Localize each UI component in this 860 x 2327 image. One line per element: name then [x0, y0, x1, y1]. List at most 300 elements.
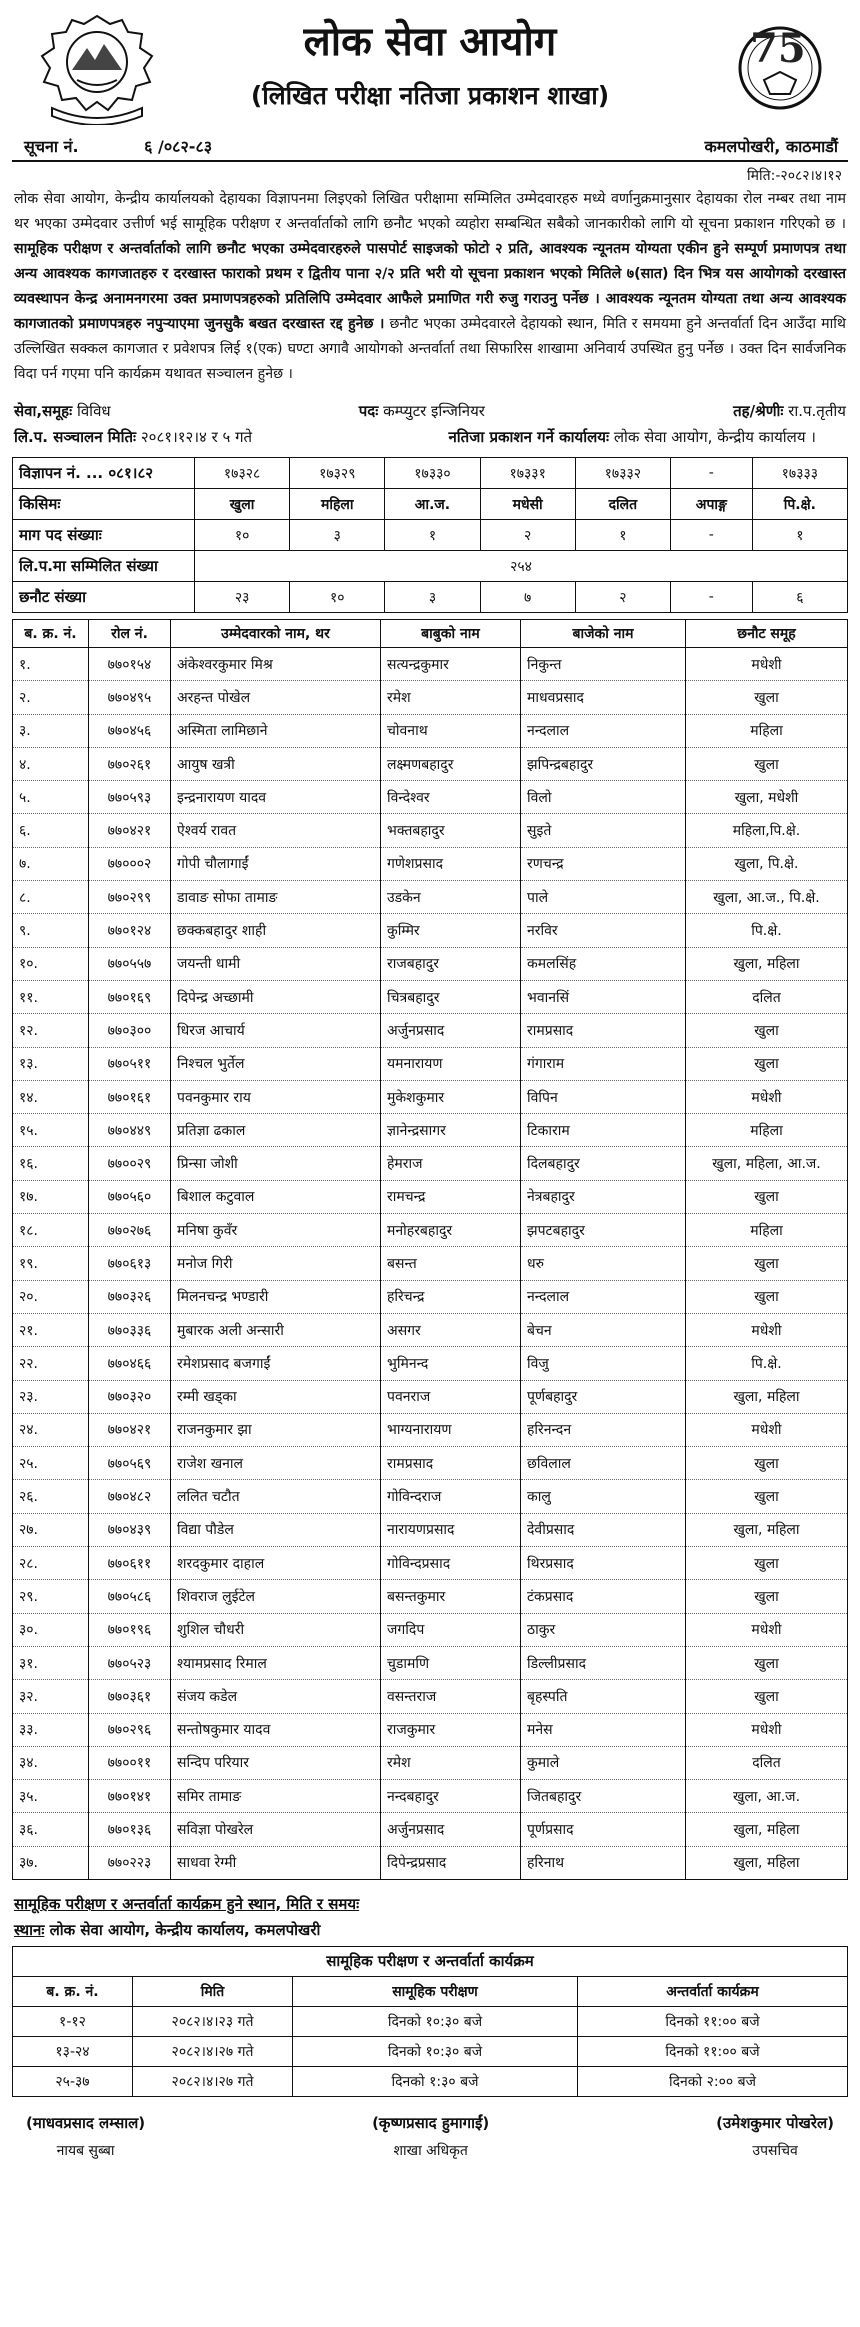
summary-row: [13, 520, 848, 551]
summary-cell: २३: [195, 582, 290, 613]
result-cell: शरदकुमार दाहाल: [171, 1547, 381, 1580]
meta-row-2: लि.प. सञ्चालन मितिः २०८१।१२।४ र ५ गते नतिजा प्रकाशन गर्ने कार्यालयः लोक सेवा आयोग, केन्द्रीय कार्यालय ।: [14, 428, 816, 446]
result-cell: प्रिन्सा जोशी: [171, 1147, 381, 1180]
signature-block: [716, 2113, 834, 2160]
result-cell: ७७०२९९: [89, 881, 171, 914]
table-row: [13, 1646, 848, 1679]
result-cell: खुला: [686, 1447, 848, 1480]
summary-cell: आ.ज.: [385, 489, 480, 520]
result-cell: दलित: [686, 1746, 848, 1779]
summary-cell: महिला: [290, 489, 385, 520]
result-cell: गंगाराम: [521, 1047, 686, 1080]
result-cell: आयुष खत्री: [171, 747, 381, 780]
result-cell: पवनकुमार राय: [171, 1080, 381, 1113]
result-cell: चुडामणि: [381, 1646, 521, 1679]
result-cell: रणचन्द्र: [521, 847, 686, 880]
result-cell: ७७००२९: [89, 1147, 171, 1180]
result-cell: थिरप्रसाद: [521, 1547, 686, 1580]
summary-row: [13, 489, 848, 520]
result-cell: निश्चल भुर्तेल: [171, 1047, 381, 1080]
psc-75-logo-icon: [728, 10, 833, 120]
result-cell: ५.: [13, 781, 89, 814]
result-cell: खुला: [686, 1580, 848, 1613]
result-cell: अंकेश्वरकुमार मिश्र: [171, 648, 381, 681]
table-row: [13, 1180, 848, 1213]
result-cell: ७७०३००: [89, 1014, 171, 1047]
summary-cell: मधेसी: [480, 489, 575, 520]
table-row: [13, 881, 848, 914]
result-cell: दलित: [686, 980, 848, 1013]
result-cell: खुला, आ.ज.: [686, 1780, 848, 1813]
result-cell: २६.: [13, 1480, 89, 1513]
result-cell: टिकाराम: [521, 1114, 686, 1147]
result-cell: ७७०५६९: [89, 1447, 171, 1480]
signatory-post: उपसचिव: [752, 2142, 798, 2159]
results-header: बाजेको नाम: [521, 620, 686, 648]
result-cell: भाग्यनारायण: [381, 1413, 521, 1446]
summary-label: माग पद संख्याः: [13, 520, 195, 551]
result-cell: असगर: [381, 1313, 521, 1346]
results-header: ब. क्र. नं.: [13, 620, 89, 648]
result-cell: रमेश: [381, 681, 521, 714]
result-cell: खुला, महिला: [686, 1813, 848, 1846]
result-cell: खुला: [686, 1646, 848, 1679]
schedule-heading: सामूहिक परीक्षण र अन्तर्वार्ता कार्यक्रम हुने स्थान, मिति र समयः: [14, 1894, 360, 1913]
result-cell: टंकप्रसाद: [521, 1580, 686, 1613]
summary-cell: पि.क्षे.: [752, 489, 847, 520]
result-cell: ३१.: [13, 1646, 89, 1679]
table-row: [13, 947, 848, 980]
schedule-cell: २५-३७: [13, 2066, 133, 2096]
result-cell: नरविर: [521, 914, 686, 947]
result-cell: कुम्मिर: [381, 914, 521, 947]
summary-cell: ६: [752, 582, 847, 613]
result-cell: मनेस: [521, 1713, 686, 1746]
notice-paragraph: लोक सेवा आयोग, केन्द्रीय कार्यालयको देहायका विज्ञापनमा लिइएको लिखित परीक्षामा सम्मिलित उम्मेदवारहरु मध्ये वर्णानुक्रमानुसार देहायका रोल नम्बर तथा नाम थर भएका उम्मेदवार उत्तीर्ण भई सामूहिक परीक्षण र अन्तर्वार्ताको लागि छनौट भएको व्यहोरा सम्बन्धित सबैको जानकारीको लागि यो सूचना प्रकाशन गरिएको छ । सामूहिक परीक्षण र अन्तर्वार्ताको लागि छनौट भएका उम्मेदवारहरुले पासपोर्ट साइजको फोटो २ प्रति, आवश्यक न्यूनतम योग्यता एकीन हुने सम्पूर्ण प्रमाणपत्र तथा अन्य आवश्यक कागजातहरु र दरखास्त फाराको प्रथम र द्वितीय पाना २/२ प्रति भरी यो सूचना प्रकाशन भएको मितिले ७(सात) दिन भित्र यस आयोगको दरखास्त व्यवस्थापन केन्द्र अनामनगरमा उक्त प्रमाणपत्रहरुको प्रतिलिपि उम्मेदवार आफैले प्रमाणित गरी रुजु गराउनु पर्नेछ । आवश्यक न्यूनतम योग्यता तथा अन्य आवश्यक कागजातको प्रमाणपत्रहरु नपुऱ्याएमा जुनसुकै बखत दरखास्त रद्द हुनेछ । छनौट भएका उम्मेदवारले देहायको स्थान, मिति र समयमा हुने अन्तर्वार्ता दिन आउँदा माथि उल्लिखित सक्कल कागजात र प्रवेशपत्र लिई १(एक) घण्टा अगावै आयोगको अन्तर्वार्ता तथा सिफारिस शाखामा अनिवार्य उपस्थित हुनु पर्नेछ । उक्त दिन सार्वजनिक विदा पर्न गएमा पनि कार्यक्रम यथावत सञ्चालन हुनेछ ।: [14, 191, 847, 382]
result-cell: प्रतिज्ञा ढकाल: [171, 1114, 381, 1147]
table-row: [13, 1380, 848, 1413]
notice-date: मिति:-२०८२।४।१२: [747, 168, 842, 184]
result-cell: १९.: [13, 1247, 89, 1280]
signatory-name: (माधवप्रसाद लम्साल): [26, 2113, 146, 2132]
result-cell: संजय कडेल: [171, 1680, 381, 1713]
result-cell: मधेशी: [686, 1080, 848, 1113]
result-cell: ठाकुर: [521, 1613, 686, 1646]
result-cell: ७७०४९५: [89, 681, 171, 714]
schedule-cell: दिनको १०:३० बजे: [293, 2006, 578, 2036]
result-cell: बिशाल कटुवाल: [171, 1180, 381, 1213]
result-cell: सुइते: [521, 814, 686, 847]
result-cell: ललित चटौत: [171, 1480, 381, 1513]
result-cell: ७७०६११: [89, 1547, 171, 1580]
table-row: [13, 747, 848, 780]
result-cell: ७७०४२१: [89, 1413, 171, 1446]
schedule-header: सामूहिक परीक्षण: [293, 1976, 578, 2006]
result-cell: ७७०४८२: [89, 1480, 171, 1513]
result-cell: ज्ञानेन्द्रसागर: [381, 1114, 521, 1147]
summary-cell: १७३३२: [575, 458, 670, 489]
result-cell: मधेशी: [686, 1713, 848, 1746]
summary-label: किसिमः: [13, 489, 195, 520]
summary-cell: १०: [195, 520, 290, 551]
result-cell: ७.: [13, 847, 89, 880]
result-cell: ११.: [13, 980, 89, 1013]
result-cell: छविलाल: [521, 1447, 686, 1480]
result-cell: ७७०४६६: [89, 1347, 171, 1380]
results-header: रोल नं.: [89, 620, 171, 648]
result-cell: हरिनाथ: [521, 1846, 686, 1879]
result-cell: महिला: [686, 1214, 848, 1247]
schedule-cell: दिनको १:३० बजे: [293, 2066, 578, 2096]
result-cell: खुला: [686, 1680, 848, 1713]
result-cell: ७७०१९६: [89, 1613, 171, 1646]
schedule-table: [12, 1946, 848, 2097]
result-cell: वसन्तराज: [381, 1680, 521, 1713]
schedule-header: मिति: [133, 1976, 293, 2006]
result-cell: मुबारक अली अन्सारी: [171, 1313, 381, 1346]
table-row: [13, 1347, 848, 1380]
result-cell: मनोज गिरी: [171, 1247, 381, 1280]
result-cell: २५.: [13, 1447, 89, 1480]
result-cell: खुला: [686, 1247, 848, 1280]
result-cell: नन्दलाल: [521, 714, 686, 747]
result-cell: २२.: [13, 1347, 89, 1380]
signatory-post: नायब सुब्बा: [56, 2142, 115, 2159]
result-cell: समिर तामाङ: [171, 1780, 381, 1813]
result-cell: खुला, महिला: [686, 947, 848, 980]
result-cell: ७७०१२४: [89, 914, 171, 947]
table-row: [13, 1580, 848, 1613]
result-cell: बृहस्पति: [521, 1680, 686, 1713]
result-cell: सन्दिप परियार: [171, 1746, 381, 1779]
result-cell: खुला, मधेशी: [686, 781, 848, 814]
table-row: [13, 648, 848, 681]
summary-cell: १: [385, 520, 480, 551]
result-cell: सन्तोषकुमार यादव: [171, 1713, 381, 1746]
result-cell: १३.: [13, 1047, 89, 1080]
summary-table: [12, 457, 848, 613]
summary-cell: १०: [290, 582, 385, 613]
result-cell: ७७०१६९: [89, 980, 171, 1013]
result-cell: विलो: [521, 781, 686, 814]
signatory-name: (कृष्णप्रसाद हुमागाईं): [372, 2113, 490, 2132]
schedule-caption: सामूहिक परीक्षण र अन्तर्वार्ता कार्यक्रम: [13, 1946, 848, 1976]
result-cell: १७.: [13, 1180, 89, 1213]
result-cell: ७७०२७६: [89, 1214, 171, 1247]
result-cell: हेमराज: [381, 1147, 521, 1180]
result-cell: दिपेन्द्रप्रसाद: [381, 1846, 521, 1879]
result-cell: शुशिल चौधरी: [171, 1613, 381, 1646]
result-cell: खुला, महिला, आ.ज.: [686, 1147, 848, 1180]
result-cell: गणेशप्रसाद: [381, 847, 521, 880]
result-cell: श्यामप्रसाद रिमाल: [171, 1646, 381, 1679]
result-cell: सविज्ञा पोखरेल: [171, 1813, 381, 1846]
summary-label: लि.प.मा सम्मिलित संख्या: [13, 551, 195, 582]
schedule-header: अन्तर्वार्ता कार्यक्रम: [578, 1976, 848, 2006]
result-cell: ३५.: [13, 1780, 89, 1813]
result-cell: २९.: [13, 1580, 89, 1613]
result-cell: जगदिप: [381, 1613, 521, 1646]
result-cell: जयन्ती धामी: [171, 947, 381, 980]
result-cell: अरहन्त पोखेल: [171, 681, 381, 714]
result-cell: पवनराज: [381, 1380, 521, 1413]
summary-cell: दलित: [575, 489, 670, 520]
result-cell: पि.क्षे.: [686, 914, 848, 947]
result-cell: २४.: [13, 1413, 89, 1446]
result-cell: ३२.: [13, 1680, 89, 1713]
result-cell: विद्या पौडेल: [171, 1513, 381, 1546]
result-cell: ३.: [13, 714, 89, 747]
result-cell: राजकुमार: [381, 1713, 521, 1746]
result-cell: ८.: [13, 881, 89, 914]
result-cell: मधेशी: [686, 648, 848, 681]
result-cell: राजनकुमार झा: [171, 1413, 381, 1446]
result-cell: नन्दबहादुर: [381, 1780, 521, 1813]
result-cell: मधेशी: [686, 1613, 848, 1646]
result-cell: १५.: [13, 1114, 89, 1147]
result-cell: ७७०२९६: [89, 1713, 171, 1746]
schedule-cell: २०८२।४।२७ गते: [133, 2036, 293, 2066]
table-row: [13, 1114, 848, 1147]
table-row: [13, 980, 848, 1013]
result-cell: १.: [13, 648, 89, 681]
table-row: [13, 781, 848, 814]
result-cell: खुला, महिला: [686, 1846, 848, 1879]
result-cell: शिवराज लुईटेल: [171, 1580, 381, 1613]
result-cell: १२.: [13, 1014, 89, 1047]
results-header: बाबुको नाम: [381, 620, 521, 648]
result-cell: दिलबहादुर: [521, 1147, 686, 1180]
result-cell: डिल्लीप्रसाद: [521, 1646, 686, 1679]
result-cell: १४.: [13, 1080, 89, 1113]
schedule-row: [13, 2006, 848, 2036]
result-cell: झपिन्द्रबहादुर: [521, 747, 686, 780]
result-cell: ७७०१४१: [89, 1780, 171, 1813]
summary-cell: ३: [385, 582, 480, 613]
summary-cell: -: [670, 582, 752, 613]
table-row: [13, 1080, 848, 1113]
schedule-cell: दिनको ११:०० बजे: [578, 2036, 848, 2066]
page-subtitle: (लिखित परीक्षा नतिजा प्रकाशन शाखा): [250, 81, 610, 110]
result-cell: दिपेन्द्र अच्छामी: [171, 980, 381, 1013]
result-cell: ३७.: [13, 1846, 89, 1879]
result-cell: उडकेन: [381, 881, 521, 914]
table-row: [13, 1313, 848, 1346]
result-cell: पाले: [521, 881, 686, 914]
schedule-cell: दिनको २:०० बजे: [578, 2066, 848, 2096]
result-cell: धिरज आचार्य: [171, 1014, 381, 1047]
summary-cell: १७३३३: [752, 458, 847, 489]
result-cell: खुला: [686, 1480, 848, 1513]
result-cell: ७७०१५४: [89, 648, 171, 681]
page-title: लोक सेवा आयोग: [303, 18, 557, 65]
table-row: [13, 914, 848, 947]
result-cell: बेचन: [521, 1313, 686, 1346]
result-cell: ७७०५५७: [89, 947, 171, 980]
table-row: [13, 1480, 848, 1513]
result-cell: भक्तबहादुर: [381, 814, 521, 847]
result-cell: झपटबहादुर: [521, 1214, 686, 1247]
notice-number: सूचना नं. ६ /०८२-८३: [24, 137, 213, 156]
results-header: उम्मेदवारको नाम, थर: [171, 620, 381, 648]
summary-cell: २: [575, 582, 670, 613]
result-cell: कुमाले: [521, 1746, 686, 1779]
result-cell: ७७०१३६: [89, 1813, 171, 1846]
result-cell: अर्जुनप्रसाद: [381, 1014, 521, 1047]
result-cell: अर्जुनप्रसाद: [381, 1813, 521, 1846]
signature-block: [26, 2113, 145, 2160]
result-cell: भवानसिं: [521, 980, 686, 1013]
table-row: [13, 1147, 848, 1180]
table-row: [13, 847, 848, 880]
summary-cell: १: [752, 520, 847, 551]
schedule-row: [13, 2036, 848, 2066]
result-cell: ७७००११: [89, 1746, 171, 1779]
result-cell: मधेशी: [686, 1413, 848, 1446]
result-cell: २०.: [13, 1280, 89, 1313]
result-cell: साधवा रेग्मी: [171, 1846, 381, 1879]
results-header: छनौट समूह: [686, 620, 848, 648]
result-cell: विन्देश्वर: [381, 781, 521, 814]
result-cell: खुला: [686, 681, 848, 714]
meta-row-1: सेवा,समूहः विविध पदः कम्प्युटर इन्जिनियर तह/श्रेणीः रा.प.तृतीय: [14, 402, 846, 420]
result-cell: कालु: [521, 1480, 686, 1513]
result-cell: खुला, पि.क्षे.: [686, 847, 848, 880]
result-cell: ऐश्वर्य रावत: [171, 814, 381, 847]
result-cell: ६.: [13, 814, 89, 847]
result-cell: ७७०५८६: [89, 1580, 171, 1613]
result-cell: ७७०३६१: [89, 1680, 171, 1713]
table-row: [13, 714, 848, 747]
result-cell: खुला: [686, 1014, 848, 1047]
result-cell: हरिनन्दन: [521, 1413, 686, 1446]
result-cell: विपिन: [521, 1080, 686, 1113]
result-cell: गोपी चौलागाईं: [171, 847, 381, 880]
result-cell: अस्मिता लामिछाने: [171, 714, 381, 747]
result-cell: देवीप्रसाद: [521, 1513, 686, 1546]
result-cell: ७७०५६०: [89, 1180, 171, 1213]
table-row: [13, 1746, 848, 1779]
table-row: [13, 1713, 848, 1746]
result-cell: मधेशी: [686, 1313, 848, 1346]
result-cell: लक्ष्मणबहादुर: [381, 747, 521, 780]
result-cell: १०.: [13, 947, 89, 980]
result-cell: २.: [13, 681, 89, 714]
result-cell: धरु: [521, 1247, 686, 1280]
result-cell: रमेश: [381, 1746, 521, 1779]
result-cell: चित्रबहादुर: [381, 980, 521, 1013]
result-cell: ७७०४४९: [89, 1114, 171, 1147]
summary-cell: २५४: [195, 551, 848, 582]
table-row: [13, 1214, 848, 1247]
result-cell: ७७०४२१: [89, 814, 171, 847]
result-cell: ७७०५११: [89, 1047, 171, 1080]
result-cell: २१.: [13, 1313, 89, 1346]
result-cell: छक्कबहादुर शाही: [171, 914, 381, 947]
summary-cell: अपाङ्ग: [670, 489, 752, 520]
result-cell: रम्मी खड्का: [171, 1380, 381, 1413]
result-cell: ३०.: [13, 1613, 89, 1646]
result-cell: महिला: [686, 714, 848, 747]
result-cell: ३३.: [13, 1713, 89, 1746]
result-cell: खुला: [686, 747, 848, 780]
summary-cell: -: [670, 520, 752, 551]
result-cell: ७७०१६१: [89, 1080, 171, 1113]
result-cell: मनिषा कुवँर: [171, 1214, 381, 1247]
result-cell: नन्दलाल: [521, 1280, 686, 1313]
result-cell: पि.क्षे.: [686, 1347, 848, 1380]
summary-row: [13, 458, 848, 489]
summary-row: [13, 582, 848, 613]
summary-cell: खुला: [195, 489, 290, 520]
result-cell: नेत्रबहादुर: [521, 1180, 686, 1213]
summary-cell: -: [670, 458, 752, 489]
summary-cell: १७३३०: [385, 458, 480, 489]
result-cell: ३४.: [13, 1746, 89, 1779]
schedule-cell: २०८२।४।२७ गते: [133, 2066, 293, 2096]
schedule-cell: १३-२४: [13, 2036, 133, 2066]
summary-cell: १७३२८: [195, 458, 290, 489]
result-cell: ७७०६१३: [89, 1247, 171, 1280]
table-row: [13, 1780, 848, 1813]
table-row: [13, 1047, 848, 1080]
table-row: [13, 1513, 848, 1546]
result-cell: जितबहादुर: [521, 1780, 686, 1813]
result-cell: ७७०००२: [89, 847, 171, 880]
results-table: [12, 619, 848, 1880]
result-cell: इन्द्रनारायण यादव: [171, 781, 381, 814]
result-cell: ७७०५२३: [89, 1646, 171, 1679]
summary-cell: १: [575, 520, 670, 551]
signatory-post: शाखा अधिकृत: [393, 2142, 468, 2159]
result-cell: २७.: [13, 1513, 89, 1546]
result-cell: मनोहरबहादुर: [381, 1214, 521, 1247]
result-cell: ७७०५९३: [89, 781, 171, 814]
schedule-cell: दिनको ११:०० बजे: [578, 2006, 848, 2036]
result-cell: ७७०४३९: [89, 1513, 171, 1546]
result-cell: मिलनचन्द्र भण्डारी: [171, 1280, 381, 1313]
result-cell: खुला: [686, 1280, 848, 1313]
result-cell: पूर्णप्रसाद: [521, 1813, 686, 1846]
result-cell: ७७०२२३: [89, 1846, 171, 1879]
result-cell: कमलसिंह: [521, 947, 686, 980]
schedule-header: ब. क्र. नं.: [13, 1976, 133, 2006]
result-cell: ९.: [13, 914, 89, 947]
signature-block: [372, 2113, 489, 2160]
table-row: [13, 1846, 848, 1879]
result-cell: खुला: [686, 1180, 848, 1213]
summary-cell: १७३२९: [290, 458, 385, 489]
summary-cell: २: [480, 520, 575, 551]
result-cell: डावाङ सोफा तामाङ: [171, 881, 381, 914]
result-cell: २८.: [13, 1547, 89, 1580]
result-cell: खुला, आ.ज., पि.क्षे.: [686, 881, 848, 914]
table-row: [13, 1014, 848, 1047]
table-row: [13, 814, 848, 847]
result-cell: ७७०२६१: [89, 747, 171, 780]
result-cell: हरिचन्द्र: [381, 1280, 521, 1313]
table-row: [13, 1680, 848, 1713]
result-cell: ७७०३३६: [89, 1313, 171, 1346]
table-row: [13, 1447, 848, 1480]
result-cell: महिला: [686, 1114, 848, 1147]
summary-cell: ७: [480, 582, 575, 613]
result-cell: राजेश खनाल: [171, 1447, 381, 1480]
result-cell: गोविन्दप्रसाद: [381, 1547, 521, 1580]
schedule-cell: २०८२।४।२३ गते: [133, 2006, 293, 2036]
result-cell: पूर्णबहादुर: [521, 1380, 686, 1413]
result-cell: निकुन्त: [521, 648, 686, 681]
